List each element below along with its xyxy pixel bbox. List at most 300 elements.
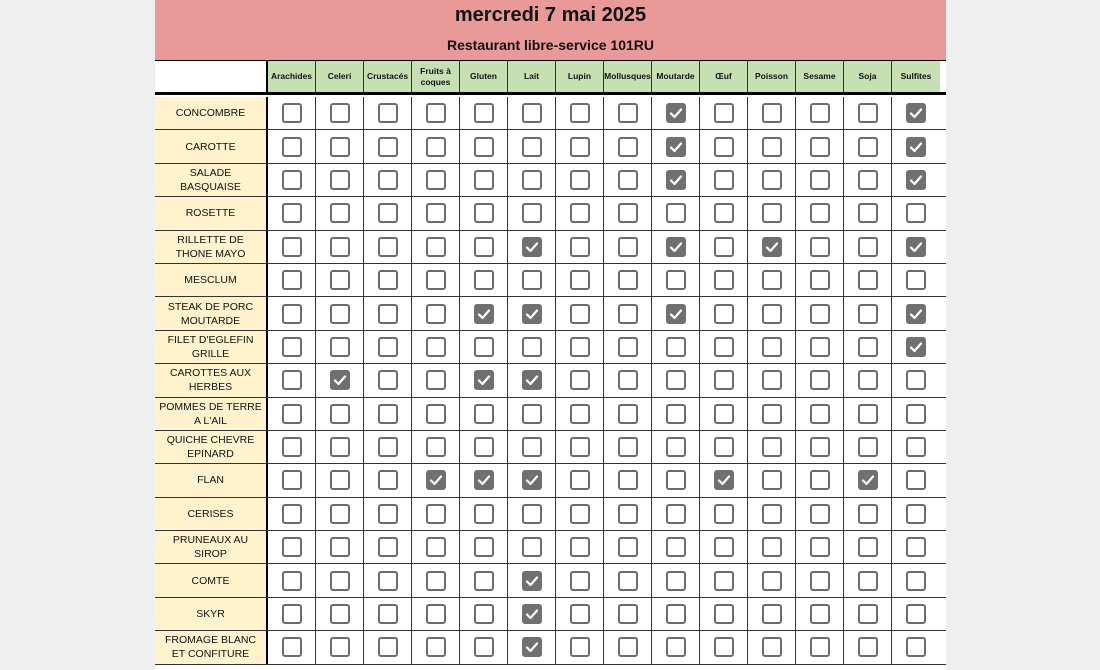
unchecked-checkbox[interactable] bbox=[858, 504, 878, 524]
unchecked-checkbox[interactable] bbox=[810, 137, 830, 157]
allergen-cell bbox=[460, 231, 508, 263]
checked-checkbox[interactable] bbox=[522, 571, 542, 591]
allergen-cell bbox=[604, 564, 652, 596]
unchecked-checkbox[interactable] bbox=[378, 537, 398, 557]
unchecked-checkbox[interactable] bbox=[426, 304, 446, 324]
checked-checkbox[interactable] bbox=[522, 470, 542, 490]
unchecked-checkbox[interactable] bbox=[570, 470, 590, 490]
unchecked-checkbox[interactable] bbox=[618, 103, 638, 123]
unchecked-checkbox[interactable] bbox=[906, 370, 926, 390]
allergen-cell bbox=[412, 631, 460, 663]
allergen-cell bbox=[460, 264, 508, 296]
unchecked-checkbox[interactable] bbox=[570, 637, 590, 657]
unchecked-checkbox[interactable] bbox=[858, 237, 878, 257]
dish-row bbox=[155, 231, 946, 264]
unchecked-checkbox[interactable] bbox=[762, 571, 782, 591]
allergen-cell bbox=[652, 130, 700, 162]
unchecked-checkbox[interactable] bbox=[714, 637, 734, 657]
title-banner bbox=[155, 0, 946, 60]
unchecked-checkbox[interactable] bbox=[714, 304, 734, 324]
unchecked-checkbox[interactable] bbox=[906, 504, 926, 524]
unchecked-checkbox[interactable] bbox=[666, 571, 686, 591]
unchecked-checkbox[interactable] bbox=[618, 571, 638, 591]
allergen-cell bbox=[364, 531, 412, 563]
unchecked-checkbox[interactable] bbox=[522, 537, 542, 557]
unchecked-checkbox[interactable] bbox=[330, 504, 350, 524]
unchecked-checkbox[interactable] bbox=[330, 304, 350, 324]
unchecked-checkbox[interactable] bbox=[714, 404, 734, 424]
unchecked-checkbox[interactable] bbox=[378, 437, 398, 457]
allergen-cell bbox=[844, 264, 892, 296]
unchecked-checkbox[interactable] bbox=[810, 537, 830, 557]
allergen-cell bbox=[556, 164, 604, 196]
unchecked-checkbox[interactable] bbox=[618, 504, 638, 524]
unchecked-checkbox[interactable] bbox=[522, 103, 542, 123]
checked-checkbox[interactable] bbox=[666, 103, 686, 123]
checked-checkbox[interactable] bbox=[666, 237, 686, 257]
unchecked-checkbox[interactable] bbox=[282, 170, 302, 190]
unchecked-checkbox[interactable] bbox=[714, 571, 734, 591]
unchecked-checkbox[interactable] bbox=[426, 504, 446, 524]
unchecked-checkbox[interactable] bbox=[666, 404, 686, 424]
unchecked-checkbox[interactable] bbox=[810, 404, 830, 424]
dish-name: SKYR bbox=[155, 598, 268, 630]
checked-checkbox[interactable] bbox=[714, 470, 734, 490]
unchecked-checkbox[interactable] bbox=[762, 437, 782, 457]
unchecked-checkbox[interactable] bbox=[810, 170, 830, 190]
unchecked-checkbox[interactable] bbox=[906, 203, 926, 223]
allergen-cell bbox=[748, 464, 796, 496]
unchecked-checkbox[interactable] bbox=[378, 103, 398, 123]
checked-checkbox[interactable] bbox=[906, 137, 926, 157]
allergen-cell bbox=[508, 264, 556, 296]
unchecked-checkbox[interactable] bbox=[282, 504, 302, 524]
unchecked-checkbox[interactable] bbox=[810, 304, 830, 324]
unchecked-checkbox[interactable] bbox=[618, 170, 638, 190]
unchecked-checkbox[interactable] bbox=[522, 504, 542, 524]
unchecked-checkbox[interactable] bbox=[858, 404, 878, 424]
allergen-cell bbox=[508, 164, 556, 196]
checked-checkbox[interactable] bbox=[474, 370, 494, 390]
unchecked-checkbox[interactable] bbox=[570, 370, 590, 390]
unchecked-checkbox[interactable] bbox=[810, 504, 830, 524]
unchecked-checkbox[interactable] bbox=[330, 103, 350, 123]
unchecked-checkbox[interactable] bbox=[282, 304, 302, 324]
unchecked-checkbox[interactable] bbox=[762, 203, 782, 223]
unchecked-checkbox[interactable] bbox=[378, 571, 398, 591]
unchecked-checkbox[interactable] bbox=[282, 203, 302, 223]
unchecked-checkbox[interactable] bbox=[714, 270, 734, 290]
unchecked-checkbox[interactable] bbox=[570, 103, 590, 123]
checked-checkbox[interactable] bbox=[426, 470, 446, 490]
unchecked-checkbox[interactable] bbox=[282, 370, 302, 390]
unchecked-checkbox[interactable] bbox=[618, 137, 638, 157]
allergen-cell bbox=[844, 231, 892, 263]
allergen-cell bbox=[364, 231, 412, 263]
checked-checkbox[interactable] bbox=[330, 370, 350, 390]
unchecked-checkbox[interactable] bbox=[378, 404, 398, 424]
allergen-cell bbox=[700, 431, 748, 463]
allergen-cell bbox=[796, 297, 844, 329]
unchecked-checkbox[interactable] bbox=[618, 604, 638, 624]
checked-checkbox[interactable] bbox=[522, 637, 542, 657]
allergen-cell bbox=[316, 431, 364, 463]
unchecked-checkbox[interactable] bbox=[426, 137, 446, 157]
unchecked-checkbox[interactable] bbox=[330, 337, 350, 357]
unchecked-checkbox[interactable] bbox=[282, 337, 302, 357]
unchecked-checkbox[interactable] bbox=[570, 604, 590, 624]
unchecked-checkbox[interactable] bbox=[810, 270, 830, 290]
unchecked-checkbox[interactable] bbox=[378, 203, 398, 223]
dish-name: QUICHE CHEVRE EPINARD bbox=[155, 431, 268, 463]
unchecked-checkbox[interactable] bbox=[570, 237, 590, 257]
unchecked-checkbox[interactable] bbox=[282, 137, 302, 157]
unchecked-checkbox[interactable] bbox=[330, 571, 350, 591]
checked-checkbox[interactable] bbox=[906, 304, 926, 324]
unchecked-checkbox[interactable] bbox=[810, 571, 830, 591]
allergen-cell bbox=[700, 631, 748, 663]
checked-checkbox[interactable] bbox=[906, 337, 926, 357]
unchecked-checkbox[interactable] bbox=[426, 637, 446, 657]
unchecked-checkbox[interactable] bbox=[426, 270, 446, 290]
unchecked-checkbox[interactable] bbox=[570, 537, 590, 557]
unchecked-checkbox[interactable] bbox=[330, 470, 350, 490]
unchecked-checkbox[interactable] bbox=[618, 370, 638, 390]
checked-checkbox[interactable] bbox=[906, 103, 926, 123]
unchecked-checkbox[interactable] bbox=[714, 137, 734, 157]
unchecked-checkbox[interactable] bbox=[426, 571, 446, 591]
unchecked-checkbox[interactable] bbox=[666, 637, 686, 657]
allergen-cell bbox=[604, 197, 652, 229]
unchecked-checkbox[interactable] bbox=[426, 337, 446, 357]
unchecked-checkbox[interactable] bbox=[714, 504, 734, 524]
unchecked-checkbox[interactable] bbox=[522, 203, 542, 223]
unchecked-checkbox[interactable] bbox=[378, 604, 398, 624]
unchecked-checkbox[interactable] bbox=[474, 637, 494, 657]
allergen-cell bbox=[748, 231, 796, 263]
unchecked-checkbox[interactable] bbox=[810, 103, 830, 123]
unchecked-checkbox[interactable] bbox=[282, 470, 302, 490]
unchecked-checkbox[interactable] bbox=[282, 571, 302, 591]
unchecked-checkbox[interactable] bbox=[666, 437, 686, 457]
unchecked-checkbox[interactable] bbox=[714, 604, 734, 624]
unchecked-checkbox[interactable] bbox=[762, 137, 782, 157]
unchecked-checkbox[interactable] bbox=[762, 637, 782, 657]
unchecked-checkbox[interactable] bbox=[858, 370, 878, 390]
allergen-cell bbox=[508, 398, 556, 430]
unchecked-checkbox[interactable] bbox=[762, 604, 782, 624]
unchecked-checkbox[interactable] bbox=[378, 170, 398, 190]
unchecked-checkbox[interactable] bbox=[858, 137, 878, 157]
unchecked-checkbox[interactable] bbox=[906, 571, 926, 591]
unchecked-checkbox[interactable] bbox=[570, 571, 590, 591]
unchecked-checkbox[interactable] bbox=[714, 237, 734, 257]
unchecked-checkbox[interactable] bbox=[762, 537, 782, 557]
allergen-cell bbox=[892, 331, 940, 363]
unchecked-checkbox[interactable] bbox=[810, 203, 830, 223]
unchecked-checkbox[interactable] bbox=[474, 270, 494, 290]
unchecked-checkbox[interactable] bbox=[906, 637, 926, 657]
checked-checkbox[interactable] bbox=[474, 470, 494, 490]
unchecked-checkbox[interactable] bbox=[762, 304, 782, 324]
unchecked-checkbox[interactable] bbox=[762, 337, 782, 357]
unchecked-checkbox[interactable] bbox=[858, 170, 878, 190]
unchecked-checkbox[interactable] bbox=[522, 270, 542, 290]
unchecked-checkbox[interactable] bbox=[906, 404, 926, 424]
checked-checkbox[interactable] bbox=[906, 237, 926, 257]
unchecked-checkbox[interactable] bbox=[474, 337, 494, 357]
unchecked-checkbox[interactable] bbox=[714, 170, 734, 190]
unchecked-checkbox[interactable] bbox=[378, 304, 398, 324]
unchecked-checkbox[interactable] bbox=[282, 604, 302, 624]
checked-checkbox[interactable] bbox=[522, 304, 542, 324]
unchecked-checkbox[interactable] bbox=[378, 504, 398, 524]
unchecked-checkbox[interactable] bbox=[714, 537, 734, 557]
unchecked-checkbox[interactable] bbox=[570, 337, 590, 357]
unchecked-checkbox[interactable] bbox=[474, 203, 494, 223]
unchecked-checkbox[interactable] bbox=[378, 270, 398, 290]
allergen-cell bbox=[268, 97, 316, 129]
unchecked-checkbox[interactable] bbox=[570, 137, 590, 157]
allergen-cell bbox=[604, 297, 652, 329]
unchecked-checkbox[interactable] bbox=[426, 437, 446, 457]
unchecked-checkbox[interactable] bbox=[474, 604, 494, 624]
unchecked-checkbox[interactable] bbox=[474, 437, 494, 457]
checked-checkbox[interactable] bbox=[666, 170, 686, 190]
unchecked-checkbox[interactable] bbox=[570, 170, 590, 190]
allergen-cell bbox=[892, 130, 940, 162]
checked-checkbox[interactable] bbox=[906, 170, 926, 190]
allergen-cell bbox=[364, 97, 412, 129]
allergen-cell bbox=[604, 264, 652, 296]
unchecked-checkbox[interactable] bbox=[858, 270, 878, 290]
unchecked-checkbox[interactable] bbox=[762, 404, 782, 424]
allergen-cell bbox=[604, 631, 652, 663]
unchecked-checkbox[interactable] bbox=[858, 604, 878, 624]
unchecked-checkbox[interactable] bbox=[426, 103, 446, 123]
unchecked-checkbox[interactable] bbox=[666, 337, 686, 357]
unchecked-checkbox[interactable] bbox=[858, 103, 878, 123]
allergen-cell bbox=[748, 164, 796, 196]
unchecked-checkbox[interactable] bbox=[330, 404, 350, 424]
unchecked-checkbox[interactable] bbox=[618, 437, 638, 457]
unchecked-checkbox[interactable] bbox=[474, 237, 494, 257]
unchecked-checkbox[interactable] bbox=[474, 137, 494, 157]
unchecked-checkbox[interactable] bbox=[714, 103, 734, 123]
unchecked-checkbox[interactable] bbox=[282, 437, 302, 457]
unchecked-checkbox[interactable] bbox=[666, 537, 686, 557]
unchecked-checkbox[interactable] bbox=[810, 637, 830, 657]
unchecked-checkbox[interactable] bbox=[282, 237, 302, 257]
unchecked-checkbox[interactable] bbox=[810, 604, 830, 624]
unchecked-checkbox[interactable] bbox=[618, 270, 638, 290]
unchecked-checkbox[interactable] bbox=[762, 470, 782, 490]
dish-row bbox=[155, 431, 946, 464]
allergen-cell bbox=[892, 97, 940, 129]
unchecked-checkbox[interactable] bbox=[762, 103, 782, 123]
allergen-cell bbox=[844, 130, 892, 162]
unchecked-checkbox[interactable] bbox=[330, 237, 350, 257]
unchecked-checkbox[interactable] bbox=[570, 404, 590, 424]
unchecked-checkbox[interactable] bbox=[330, 637, 350, 657]
unchecked-checkbox[interactable] bbox=[570, 270, 590, 290]
unchecked-checkbox[interactable] bbox=[282, 270, 302, 290]
unchecked-checkbox[interactable] bbox=[762, 270, 782, 290]
unchecked-checkbox[interactable] bbox=[714, 370, 734, 390]
allergen-cell bbox=[316, 331, 364, 363]
allergen-cell bbox=[556, 598, 604, 630]
allergen-cell bbox=[844, 564, 892, 596]
unchecked-checkbox[interactable] bbox=[762, 504, 782, 524]
menu-table bbox=[155, 97, 946, 665]
unchecked-checkbox[interactable] bbox=[618, 537, 638, 557]
unchecked-checkbox[interactable] bbox=[810, 470, 830, 490]
unchecked-checkbox[interactable] bbox=[762, 370, 782, 390]
unchecked-checkbox[interactable] bbox=[906, 437, 926, 457]
allergen-cell bbox=[652, 431, 700, 463]
allergen-cell bbox=[796, 264, 844, 296]
unchecked-checkbox[interactable] bbox=[330, 203, 350, 223]
unchecked-checkbox[interactable] bbox=[474, 103, 494, 123]
unchecked-checkbox[interactable] bbox=[522, 170, 542, 190]
unchecked-checkbox[interactable] bbox=[378, 337, 398, 357]
unchecked-checkbox[interactable] bbox=[378, 470, 398, 490]
unchecked-checkbox[interactable] bbox=[618, 337, 638, 357]
unchecked-checkbox[interactable] bbox=[858, 337, 878, 357]
unchecked-checkbox[interactable] bbox=[522, 337, 542, 357]
unchecked-checkbox[interactable] bbox=[906, 270, 926, 290]
dish-name: RILLETTE DE THONE MAYO bbox=[155, 231, 268, 263]
unchecked-checkbox[interactable] bbox=[378, 370, 398, 390]
unchecked-checkbox[interactable] bbox=[666, 504, 686, 524]
unchecked-checkbox[interactable] bbox=[282, 537, 302, 557]
unchecked-checkbox[interactable] bbox=[666, 370, 686, 390]
unchecked-checkbox[interactable] bbox=[570, 437, 590, 457]
unchecked-checkbox[interactable] bbox=[474, 571, 494, 591]
unchecked-checkbox[interactable] bbox=[570, 203, 590, 223]
allergen-cell bbox=[508, 498, 556, 530]
unchecked-checkbox[interactable] bbox=[426, 537, 446, 557]
unchecked-checkbox[interactable] bbox=[858, 304, 878, 324]
allergen-cell bbox=[700, 264, 748, 296]
unchecked-checkbox[interactable] bbox=[330, 270, 350, 290]
dish-name: FILET D'EGLEFIN GRILLE bbox=[155, 331, 268, 363]
unchecked-checkbox[interactable] bbox=[858, 203, 878, 223]
unchecked-checkbox[interactable] bbox=[714, 337, 734, 357]
allergen-cell bbox=[652, 364, 700, 396]
unchecked-checkbox[interactable] bbox=[282, 103, 302, 123]
allergen-cell bbox=[508, 331, 556, 363]
unchecked-checkbox[interactable] bbox=[378, 237, 398, 257]
unchecked-checkbox[interactable] bbox=[570, 304, 590, 324]
allergen-cell bbox=[796, 398, 844, 430]
unchecked-checkbox[interactable] bbox=[906, 470, 926, 490]
checked-checkbox[interactable] bbox=[666, 304, 686, 324]
unchecked-checkbox[interactable] bbox=[666, 604, 686, 624]
unchecked-checkbox[interactable] bbox=[618, 304, 638, 324]
allergen-cell bbox=[556, 464, 604, 496]
unchecked-checkbox[interactable] bbox=[714, 203, 734, 223]
unchecked-checkbox[interactable] bbox=[666, 270, 686, 290]
checked-checkbox[interactable] bbox=[522, 604, 542, 624]
unchecked-checkbox[interactable] bbox=[282, 637, 302, 657]
unchecked-checkbox[interactable] bbox=[522, 404, 542, 424]
unchecked-checkbox[interactable] bbox=[474, 537, 494, 557]
allergen-cell bbox=[268, 164, 316, 196]
unchecked-checkbox[interactable] bbox=[426, 604, 446, 624]
dish-row bbox=[155, 498, 946, 531]
unchecked-checkbox[interactable] bbox=[426, 170, 446, 190]
unchecked-checkbox[interactable] bbox=[906, 537, 926, 557]
unchecked-checkbox[interactable] bbox=[426, 404, 446, 424]
unchecked-checkbox[interactable] bbox=[858, 437, 878, 457]
checked-checkbox[interactable] bbox=[522, 237, 542, 257]
unchecked-checkbox[interactable] bbox=[666, 470, 686, 490]
unchecked-checkbox[interactable] bbox=[618, 470, 638, 490]
allergen-cell bbox=[604, 598, 652, 630]
unchecked-checkbox[interactable] bbox=[474, 170, 494, 190]
unchecked-checkbox[interactable] bbox=[666, 203, 686, 223]
unchecked-checkbox[interactable] bbox=[810, 370, 830, 390]
unchecked-checkbox[interactable] bbox=[618, 637, 638, 657]
unchecked-checkbox[interactable] bbox=[378, 137, 398, 157]
allergen-cell bbox=[700, 398, 748, 430]
unchecked-checkbox[interactable] bbox=[330, 537, 350, 557]
allergen-cell bbox=[892, 598, 940, 630]
unchecked-checkbox[interactable] bbox=[330, 170, 350, 190]
unchecked-checkbox[interactable] bbox=[426, 370, 446, 390]
unchecked-checkbox[interactable] bbox=[570, 504, 590, 524]
unchecked-checkbox[interactable] bbox=[474, 504, 494, 524]
unchecked-checkbox[interactable] bbox=[714, 437, 734, 457]
allergen-cell bbox=[412, 431, 460, 463]
allergen-cell bbox=[748, 598, 796, 630]
unchecked-checkbox[interactable] bbox=[858, 537, 878, 557]
checked-checkbox[interactable] bbox=[666, 137, 686, 157]
allergen-cell bbox=[364, 164, 412, 196]
unchecked-checkbox[interactable] bbox=[618, 404, 638, 424]
unchecked-checkbox[interactable] bbox=[378, 637, 398, 657]
unchecked-checkbox[interactable] bbox=[330, 137, 350, 157]
unchecked-checkbox[interactable] bbox=[858, 571, 878, 591]
checked-checkbox[interactable] bbox=[858, 470, 878, 490]
unchecked-checkbox[interactable] bbox=[426, 237, 446, 257]
checked-checkbox[interactable] bbox=[762, 237, 782, 257]
unchecked-checkbox[interactable] bbox=[906, 604, 926, 624]
unchecked-checkbox[interactable] bbox=[522, 137, 542, 157]
unchecked-checkbox[interactable] bbox=[618, 237, 638, 257]
unchecked-checkbox[interactable] bbox=[426, 203, 446, 223]
unchecked-checkbox[interactable] bbox=[810, 437, 830, 457]
unchecked-checkbox[interactable] bbox=[282, 404, 302, 424]
unchecked-checkbox[interactable] bbox=[330, 604, 350, 624]
unchecked-checkbox[interactable] bbox=[858, 637, 878, 657]
allergen-cell bbox=[412, 264, 460, 296]
unchecked-checkbox[interactable] bbox=[474, 404, 494, 424]
unchecked-checkbox[interactable] bbox=[618, 203, 638, 223]
unchecked-checkbox[interactable] bbox=[762, 170, 782, 190]
dish-name: PRUNEAUX AU SIROP bbox=[155, 531, 268, 563]
unchecked-checkbox[interactable] bbox=[810, 337, 830, 357]
allergen-cell bbox=[604, 531, 652, 563]
unchecked-checkbox[interactable] bbox=[330, 437, 350, 457]
unchecked-checkbox[interactable] bbox=[522, 437, 542, 457]
unchecked-checkbox[interactable] bbox=[810, 237, 830, 257]
allergen-cell bbox=[508, 531, 556, 563]
checked-checkbox[interactable] bbox=[474, 304, 494, 324]
checked-checkbox[interactable] bbox=[522, 370, 542, 390]
allergen-cell bbox=[268, 297, 316, 329]
